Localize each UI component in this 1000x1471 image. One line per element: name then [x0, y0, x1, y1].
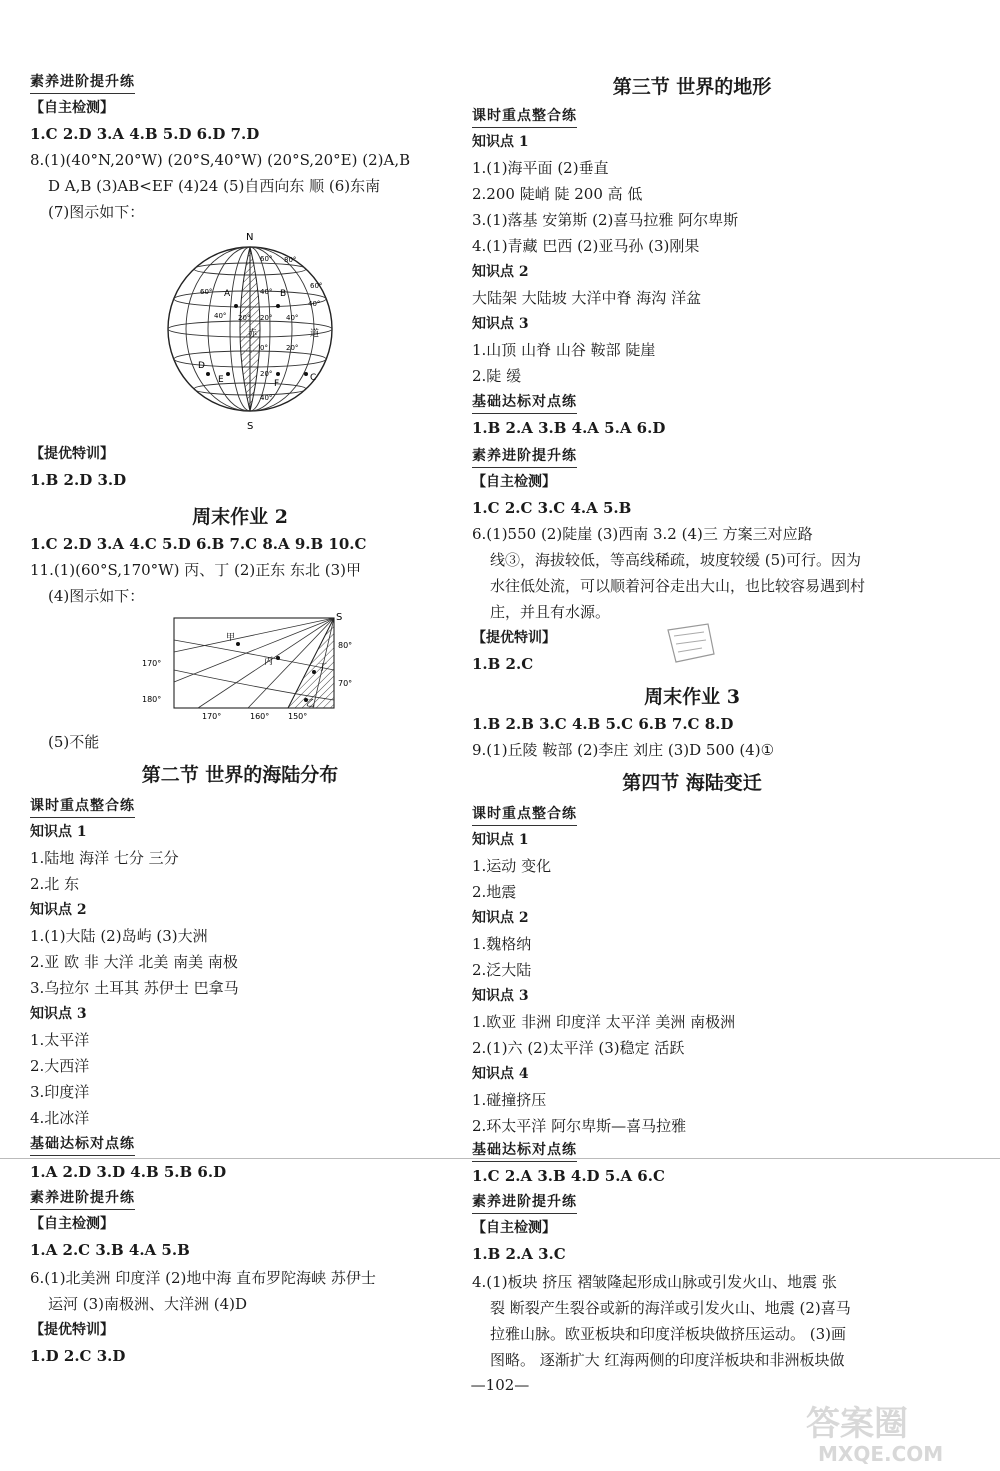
answer-line: 1.C 2.C 3.C 4.A 5.B	[472, 499, 632, 517]
axis-label: 170°	[142, 659, 162, 668]
answer-line: 8.(1)(40°N,20°W) (20°S,40°W) (20°S,20°E) (2)A,B	[30, 151, 411, 169]
knowledge-point: 知识点 3	[472, 988, 529, 1004]
section-subhead: 素养进阶提升练	[472, 446, 577, 468]
answer-line: 11.(1)(60°S,170°W) 丙、丁 (2)正东 东北 (3)甲	[30, 561, 362, 579]
answer-line: 3.(1)落基 安第斯 (2)喜马拉雅 阿尔卑斯	[472, 211, 739, 229]
answer-line: 1.C 2.D 3.A 4.B 5.D 6.D 7.D	[30, 125, 260, 143]
answer-line: (4)图示如下：	[48, 587, 145, 605]
watermark-url: MXQE.COM	[818, 1442, 944, 1465]
degree-label: 40°	[286, 314, 299, 322]
answer-line: 2.(1)六 (2)太平洋 (3)稳定 活跃	[472, 1039, 685, 1057]
degree-label: 40°	[260, 288, 273, 296]
answer-line: 1.B 2.D 3.D	[30, 471, 127, 489]
bracket-heading: 【提优特训】	[30, 446, 114, 462]
knowledge-point: 知识点 2	[30, 902, 87, 918]
answer-line: 3.乌拉尔 土耳其 苏伊士 巴拿马	[30, 979, 239, 997]
section-subhead: 基础达标对点练	[472, 1140, 577, 1162]
scan-line	[0, 1158, 1000, 1159]
bracket-heading: 【自主检测】	[30, 1216, 114, 1232]
answer-line: 1.A 2.D 3.D 4.B 5.B 6.D	[30, 1163, 227, 1181]
point-label: A	[224, 289, 231, 299]
answer-line: 拉雅山脉。欧亚板块和印度洋板块做挤压运动。 (3)画	[490, 1325, 847, 1343]
answer-line: 1.(1)大陆 (2)岛屿 (3)大洲	[30, 927, 208, 945]
answer-line: 裂 断裂产生裂谷或新的海洋或引发火山、地震 (2)喜马	[490, 1299, 851, 1317]
section-title: 第三节 世界的地形	[612, 76, 772, 98]
section-subhead: 基础达标对点练	[30, 1134, 135, 1156]
knowledge-point: 知识点 4	[472, 1066, 529, 1082]
answer-line: 6.(1)550 (2)陡崖 (3)西南 3.2 (4)三 方案三对应路	[472, 525, 813, 543]
answer-line: 2.陡 缓	[472, 367, 522, 385]
bracket-heading: 【提优特训】	[30, 1322, 114, 1338]
degree-label: 60°	[310, 282, 323, 290]
latitude-map-diagram	[138, 610, 378, 720]
answer-line: 4.(1)青藏 巴西 (2)亚马孙 (3)刚果	[472, 237, 700, 255]
point-label: D	[198, 361, 205, 371]
answer-line: 1.太平洋	[30, 1031, 90, 1049]
globe-diagram	[160, 224, 340, 438]
point-label: F	[274, 379, 280, 389]
answer-line: 大陆架 大陆坡 大洋中脊 海沟 洋盆	[472, 289, 702, 307]
bracket-heading: 【自主检测】	[472, 474, 556, 490]
bracket-heading: 【自主检测】	[472, 1220, 556, 1236]
knowledge-point: 知识点 1	[472, 134, 529, 150]
watermark-text: 答案圈	[806, 1404, 908, 1444]
north-label: N	[246, 232, 254, 243]
knowledge-point: 知识点 2	[472, 264, 529, 280]
answer-line: 2.200 陡峭 陡 200 高 低	[472, 185, 643, 203]
region-label: 丁	[318, 663, 328, 673]
answer-line: 1.B 2.B 3.C 4.B 5.C 6.B 7.C 8.D	[472, 715, 734, 733]
degree-label: 0°	[260, 344, 268, 352]
equator-char: 道	[310, 329, 320, 339]
axis-label: 150°	[288, 712, 308, 720]
answer-line: 2.大西洋	[30, 1057, 90, 1075]
answer-line: 2.环太平洋 阿尔卑斯—喜马拉雅	[472, 1117, 687, 1135]
axis-label: 80°	[338, 641, 353, 650]
degree-label: 40°	[260, 394, 273, 402]
answer-line: 4.北冰洋	[30, 1109, 90, 1127]
stamp-graphic	[662, 620, 718, 666]
axis-label: 180°	[142, 695, 162, 704]
bracket-heading: 【自主检测】	[30, 100, 114, 116]
degree-label: 80°	[284, 256, 297, 264]
answer-line: D A,B (3)AB<EF (4)24 (5)自西向东 顺 (6)东南	[48, 177, 381, 195]
section-subhead: 课时重点整合练	[30, 796, 135, 818]
degree-label: 20°	[238, 314, 251, 322]
answer-line: 运河 (3)南极洲、大洋洲 (4)D	[48, 1295, 248, 1313]
page-number: —102—	[470, 1376, 530, 1394]
answer-line: 1.碰撞挤压	[472, 1091, 547, 1109]
answer-line: 2.泛大陆	[472, 961, 532, 979]
answer-line: 1.山顶 山脊 山谷 鞍部 陡崖	[472, 341, 656, 359]
degree-label: 20°	[260, 314, 273, 322]
answer-line: 1.B 2.C	[472, 655, 534, 673]
answer-line: 图略。 逐渐扩大 红海两侧的印度洋板块和非洲板块做	[490, 1351, 845, 1369]
answer-line: 1.运动 变化	[472, 857, 552, 875]
answer-line: 庄，并且有水源。	[490, 603, 611, 621]
degree-label: 60°	[200, 288, 213, 296]
answer-line: 6.(1)北美洲 印度洋 (2)地中海 直布罗陀海峡 苏伊士	[30, 1269, 376, 1287]
section-title: 周末作业 2	[192, 506, 288, 528]
section-subhead: 素养进阶提升练	[472, 1192, 577, 1214]
knowledge-point: 知识点 2	[472, 910, 529, 926]
section-subhead: 素养进阶提升练	[30, 1188, 135, 1210]
point-label: E	[218, 375, 224, 385]
knowledge-point: 知识点 3	[30, 1006, 87, 1022]
region-label: 丙	[264, 657, 274, 667]
answer-line: 1.B 2.A 3.B 4.A 5.A 6.D	[472, 419, 666, 437]
answer-line: 水往低处流，可以顺着河谷走出大山，也比较容易遇到村	[490, 577, 866, 595]
point-label: B	[280, 289, 287, 299]
region-label: 甲	[226, 633, 236, 643]
answer-line: 1.A 2.C 3.B 4.A 5.B	[30, 1241, 190, 1259]
region-label: 乙	[306, 699, 316, 709]
axis-label: 170°	[202, 712, 222, 720]
answer-line: 2.北 东	[30, 875, 80, 893]
knowledge-point: 知识点 3	[472, 316, 529, 332]
answer-line: 2.亚 欧 非 大洋 北美 南美 南极	[30, 953, 238, 971]
section-title: 第四节 海陆变迁	[622, 772, 762, 794]
section-subhead: 课时重点整合练	[472, 106, 577, 128]
knowledge-point: 知识点 1	[30, 824, 87, 840]
section-title: 第二节 世界的海陆分布	[141, 764, 339, 786]
answer-line: 9.(1)丘陵 鞍部 (2)李庄 刘庄 (3)D 500 (4)①	[472, 741, 775, 759]
watermark-logo	[800, 1395, 990, 1465]
answer-line: 1.(1)海平面 (2)垂直	[472, 159, 609, 177]
equator-char: 赤	[248, 329, 258, 339]
answer-line: (5)不能	[48, 733, 100, 751]
point-label: C	[310, 373, 317, 383]
south-label: S	[247, 421, 254, 432]
degree-label: 60°	[260, 255, 273, 263]
answer-line: 2.地震	[472, 883, 517, 901]
answer-line: 1.C 2.D 3.A 4.C 5.D 6.B 7.C 8.A 9.B 10.C	[30, 535, 367, 553]
section-title: 周末作业 3	[644, 686, 740, 708]
answer-line: 4.(1)板块 挤压 褶皱隆起形成山脉或引发火山、地震 张	[472, 1273, 837, 1291]
section-subhead: 素养进阶提升练	[30, 72, 135, 94]
axis-label: 70°	[338, 679, 353, 688]
knowledge-point: 知识点 1	[472, 832, 529, 848]
answer-line: 3.印度洋	[30, 1083, 90, 1101]
south-pole-label: S	[336, 612, 343, 623]
degree-label: 40°	[214, 312, 227, 320]
answer-line: 1.欧亚 非洲 印度洋 太平洋 美洲 南极洲	[472, 1013, 736, 1031]
section-subhead: 基础达标对点练	[472, 392, 577, 414]
bracket-heading: 【提优特训】	[472, 630, 556, 646]
answer-line: 1.C 2.A 3.B 4.D 5.A 6.C	[472, 1167, 665, 1185]
degree-label: 40°	[308, 300, 321, 308]
answer-line: (7)图示如下：	[48, 203, 145, 221]
answer-line: 1.D 2.C 3.D	[30, 1347, 126, 1365]
answer-line: 1.B 2.A 3.C	[472, 1245, 566, 1263]
degree-label: 20°	[286, 344, 299, 352]
answer-line: 1.陆地 海洋 七分 三分	[30, 849, 179, 867]
section-subhead: 课时重点整合练	[472, 804, 577, 826]
degree-label: 20°	[260, 370, 273, 378]
answer-line: 1.魏格纳	[472, 935, 532, 953]
answer-line: 线③，海拔较低，等高线稀疏，坡度较缓 (5)可行。因为	[490, 551, 862, 569]
axis-label: 160°	[250, 712, 270, 720]
